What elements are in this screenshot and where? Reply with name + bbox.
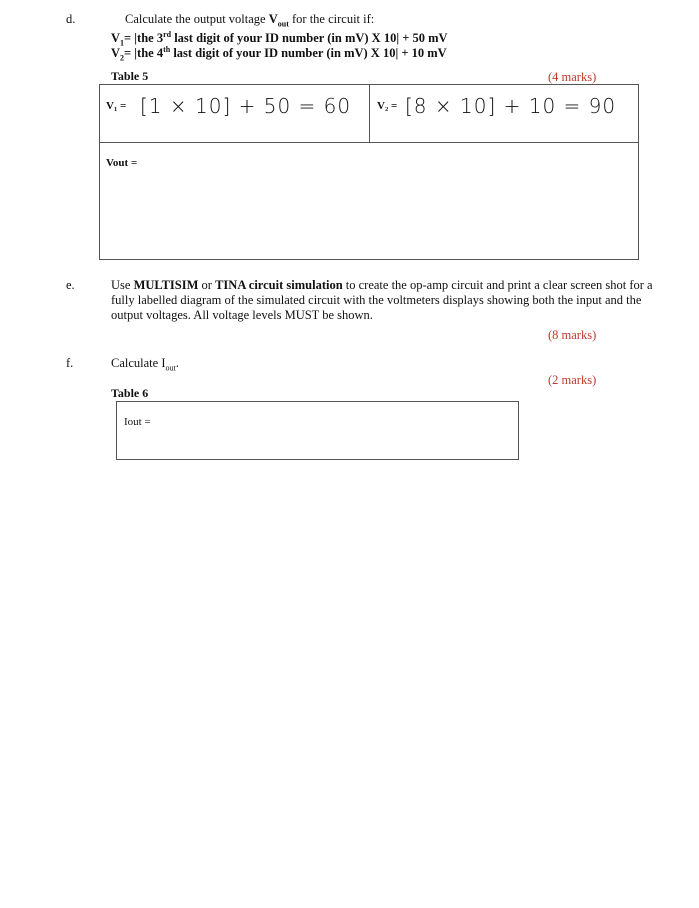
question-d-marker: d. bbox=[66, 12, 76, 26]
cell-v2-handwritten-answer: [8 × 10] + 10 = 90 bbox=[405, 94, 617, 118]
v1-definition: $V_1= |the$ 3rd last digit of your ID number (in mV) X 10| + 50 mV bbox=[111, 30, 448, 48]
cell-v2-label: V₂ = bbox=[377, 100, 398, 112]
question-f-marks: (2 marks) bbox=[548, 373, 597, 387]
table-5-column-divider bbox=[369, 85, 370, 142]
cell-v1-handwritten-answer: [1 × 10] + 50 = 60 bbox=[140, 94, 352, 118]
table-5-row-divider bbox=[100, 142, 638, 143]
question-f-text: Calculate $I_{out}$. bbox=[111, 356, 179, 373]
table-5 bbox=[99, 84, 639, 260]
question-f-marker: f. bbox=[66, 356, 74, 370]
table-5-title: Table 5 bbox=[111, 69, 149, 83]
question-e-text: Use MULTISIM or TINA circuit simulation to create the op-amp circuit and print a clear screen shot for a fully labelled diagram of the simulated circuit with the voltmeters displays showing both the input and the output voltages. All voltage levels MUST be shown. bbox=[111, 278, 653, 322]
question-d-intro: Calculate the output voltage $V_{out}$ for the circuit if: bbox=[125, 12, 375, 29]
table-5-marks: (4 marks) bbox=[548, 70, 597, 84]
cell-vout-label: Vout = bbox=[106, 157, 138, 169]
question-e-marker: e. bbox=[66, 278, 75, 292]
question-e-marks: (8 marks) bbox=[548, 328, 597, 342]
cell-v1-label: V₁ = bbox=[106, 100, 127, 112]
table-6 bbox=[116, 401, 519, 460]
cell-iout-label: Iout = bbox=[124, 416, 151, 428]
v2-definition: $V_2= |the$ 4th last digit of your ID number (in mV) X 10| + 10 mV bbox=[111, 45, 447, 63]
table-6-title: Table 6 bbox=[111, 386, 149, 400]
